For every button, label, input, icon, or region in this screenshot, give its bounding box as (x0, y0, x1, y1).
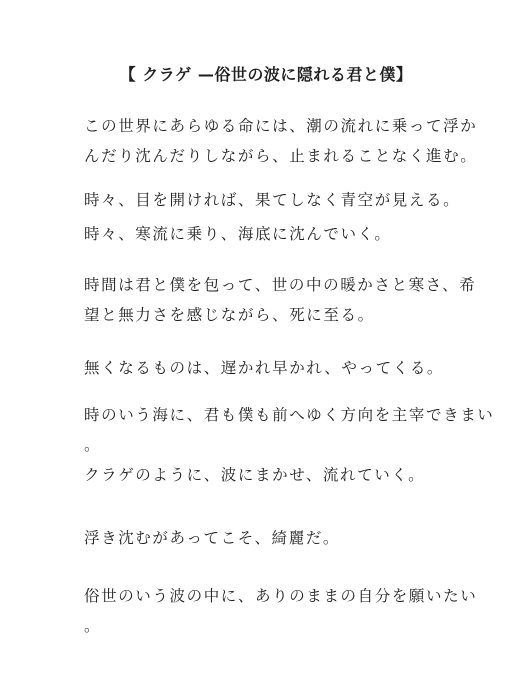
paragraph-3-line-1: 時間は君と僕を包って、世の中の暖かさと寒さ、希 (84, 276, 477, 294)
paragraph-7-line-1: 俗世のいう波の中に、ありのままの自分を願いたい (84, 587, 478, 605)
paragraph-5-line-2: 。 (84, 436, 102, 454)
paragraph-6-line-1: 浮き沈むがあってこそ、綺麗だ。 (84, 529, 341, 547)
paragraph-5-line-1: 時のいう海に、君も僕も前へゆく方向を主宰できまい (84, 406, 495, 424)
paragraph-2-line-2: 時々、寒流に乗り、海底に沈んでいく。 (84, 225, 392, 243)
paragraph-1-line-1: この世界にあらゆる命には、潮の流れに乗って浮か (84, 117, 478, 135)
document-title: 【 クラゲ —俗世の波に隠れる君と僕】 (119, 65, 413, 84)
paragraph-5-line-3: クラゲのように、波にまかせ、流れていく。 (84, 466, 426, 484)
paragraph-4-line-1: 無くなるものは、遅かれ早かれ、やってくる。 (84, 359, 445, 377)
paragraph-2-line-1: 時々、目を開ければ、果てしなく青空が見える。 (84, 191, 461, 209)
paragraph-1-line-2: んだり沈んだりしながら、止まれることなく進む。 (84, 147, 478, 165)
paragraph-7-line-2: 。 (84, 617, 102, 635)
paragraph-3-line-2: 望と無力さを感じながら、死に至る。 (84, 306, 375, 324)
